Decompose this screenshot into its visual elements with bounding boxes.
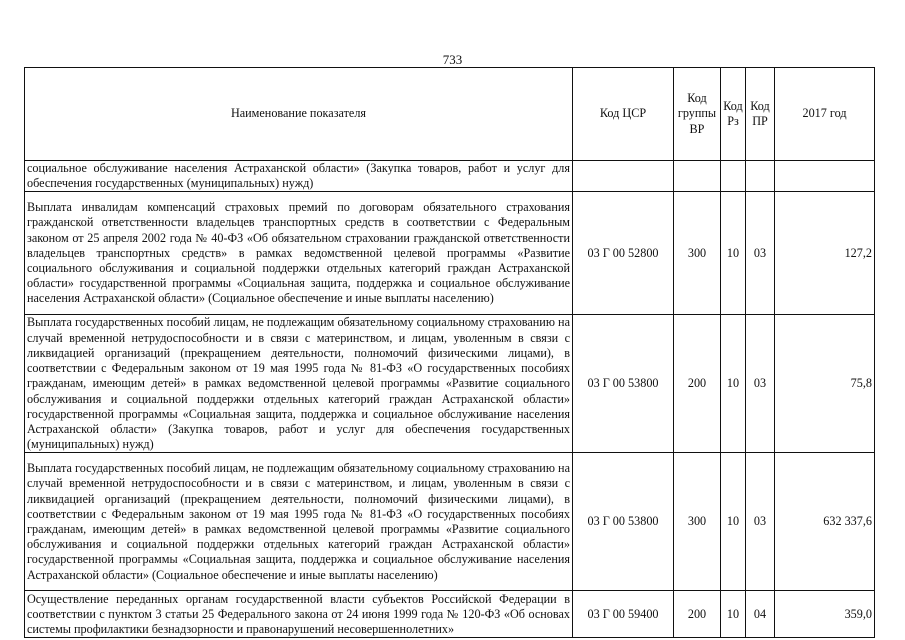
row-amount: 359,0 — [775, 591, 875, 638]
row-amount: 632 337,6 — [775, 453, 875, 591]
row-rz-code: 10 — [721, 192, 746, 315]
row-pr-code: 03 — [746, 453, 775, 591]
table-row — [25, 453, 875, 591]
row-csr-code: 03 Г 00 53800 — [573, 453, 674, 591]
row-rz-code — [721, 161, 746, 192]
row-amount — [775, 161, 875, 192]
row-csr-code: 03 Г 00 59400 — [573, 591, 674, 638]
budget-table — [24, 67, 875, 638]
row-vr-code — [674, 161, 721, 192]
table-row — [25, 315, 875, 453]
row-amount: 75,8 — [775, 315, 875, 453]
table-row — [25, 161, 875, 192]
row-amount: 127,2 — [775, 192, 875, 315]
row-vr-code: 200 — [674, 315, 721, 453]
table-header-row — [25, 68, 875, 161]
row-name: Осуществление переданных органам государственной власти субъектов Российской Федерации в соответствии с пунктом 3 статьи 25 Федерального закона от 24 июня 1999 года № 120-ФЗ «Об основах системы профилактики безнадзорности и правонарушений несовершеннолетних» — [25, 591, 573, 638]
row-name: Выплата инвалидам компенсаций страховых премий по договорам обязательного страхования гражданской ответственности владельцев транспортных средств в соответствии с Федеральным законом от 25 апреля 2002 года № 40-ФЗ «Об обязательном страховании гражданской ответственности владельцев транспортных средств» в рамках ведомственной целевой программы «Развитие социального обслуживания и социальной поддержки отдельных категорий граждан Астраханской области» государственной программы «Социальная защита, поддержка и социальное обслуживание населения Астраханской области» (Социальное обеспечение и иные выплаты населению) — [25, 192, 573, 315]
row-pr-code: 03 — [746, 192, 775, 315]
row-vr-code: 200 — [674, 591, 721, 638]
row-csr-code: 03 Г 00 52800 — [573, 192, 674, 315]
table-row — [25, 192, 875, 315]
header-name: Наименование показателя — [25, 68, 573, 161]
row-pr-code: 04 — [746, 591, 775, 638]
row-pr-code — [746, 161, 775, 192]
row-name: Выплата государственных пособий лицам, не подлежащим обязательному социальному страхованию на случай временной нетрудоспособности и в связи с материнством, и лицам, уволенным в связи с ликвидацией организаций (прекращением деятельности, полномочий физическими лицами), в соответствии с Федеральным законом от 19 мая 1995 года № 81-ФЗ «О государственных пособиях гражданам, имеющим детей» в рамках ведомственной целевой программы «Развитие социального обслуживания и социальной поддержки отдельных категорий граждан Астраханской области» государственной программы «Социальная защита, поддержка и социальное обслуживание населения Астраханской области» (Закупка товаров, работ и услуг для обеспечения государственных (муниципальных) нужд) — [25, 315, 573, 453]
row-name: социальное обслуживание населения Астраханской области» (Закупка товаров, работ и услуг для обеспечения государственных (муниципальных) нужд) — [25, 161, 573, 192]
header-vr-code: Код группы ВР — [674, 68, 721, 161]
row-pr-code: 03 — [746, 315, 775, 453]
row-vr-code: 300 — [674, 192, 721, 315]
row-csr-code — [573, 161, 674, 192]
header-rz-code: Код Рз — [721, 68, 746, 161]
header-year: 2017 год — [775, 68, 875, 161]
row-name: Выплата государственных пособий лицам, не подлежащим обязательному социальному страхованию на случай временной нетрудоспособности и в связи с материнством, и лицам, уволенным в связи с ликвидацией организаций (прекращением деятельности, полномочий физическими лицами), в соответствии с Федеральным законом от 19 мая 1995 года № 81-ФЗ «О государственных пособиях гражданам, имеющим детей» в рамках ведомственной целевой программы «Развитие социального обслуживания и социальной поддержки отдельных категорий граждан Астраханской области» государственной программы «Социальная защита, поддержка и социальное обслуживание населения Астраханской области» (Социальное обеспечение и иные выплаты населению) — [25, 453, 573, 591]
table-row — [25, 591, 875, 638]
page-number: 733 — [442, 52, 463, 67]
header-csr-code: Код ЦСР — [573, 68, 674, 161]
row-vr-code: 300 — [674, 453, 721, 591]
row-csr-code: 03 Г 00 53800 — [573, 315, 674, 453]
row-rz-code: 10 — [721, 315, 746, 453]
row-rz-code: 10 — [721, 591, 746, 638]
header-pr-code: Код ПР — [746, 68, 775, 161]
row-rz-code: 10 — [721, 453, 746, 591]
